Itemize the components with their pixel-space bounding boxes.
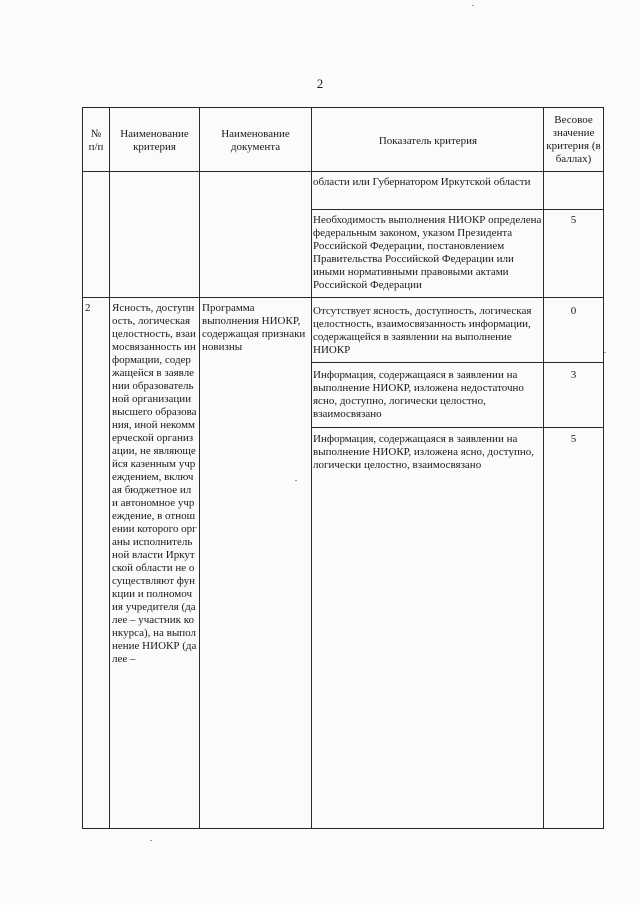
table-row-indicator: Необходимость выполнения НИОКР определена федеральным законом, указом Президента Российской Федерации, постановлением Правительства Российской Федерации или иными нормативными правовыми актами Российской Федерации [313,214,542,291]
scan-speck [472,5,474,6]
table-row-weight: 0 [570,305,577,317]
table-row-indicator: Отсутствует ясность, доступность, логическая целостность, взаимосвязанность информации, содержащейся в заявлении на выполнение НИОКР [313,305,532,356]
header-document: Наименование документа [221,128,290,153]
table-row-weight: 3 [570,369,577,381]
table-row-weight: 5 [570,214,577,226]
group-top-line [82,297,604,298]
col-divider-2 [199,107,200,829]
header-weight: Весовое значение критерия (в баллах) [546,114,601,165]
col-divider-4 [543,107,544,829]
group-criterion: Ясность, доступность, логическая целостность, взаимосвязанность информации, содержащейся в заявлении образовательной организации высшего образования, иной некоммерческой организации, не являющейся казенным учреждением, включая бюджетное или автономное учреждение, в отношении которого органы исполнительной власти Иркутской области не осуществляют функции и полномочия учредителя (далее – участник конкурса), на выполнение НИОКР (далее – [112,302,197,665]
table-row-indicator: Информация, содержащаяся в заявлении на выполнение НИОКР, изложена недостаточно ясно, доступно, логически целостно, взаимосвязано [313,369,524,420]
header-indicator: Показатель критерия [378,134,478,147]
table-row-indicator: области или Губернатором Иркутской области [313,176,531,188]
header-criterion: Наименование критерия [120,128,189,153]
table-row-weight: 5 [570,433,577,445]
col-divider-3 [311,107,312,829]
row-line [311,209,604,210]
table-row-indicator: Информация, содержащаяся в заявлении на выполнение НИОКР, изложена ясно, доступно, логически целостно, взаимосвязано [313,433,534,471]
scan-speck [150,840,152,841]
col-divider-1 [109,107,110,829]
header-num: № п/п [88,128,104,153]
group-num: 2 [85,302,91,314]
row-line [311,427,604,428]
header-bottom-line [82,171,604,172]
scan-speck [604,352,606,353]
row-line [311,362,604,363]
page-number: 2 [316,76,324,91]
group-document: Программа выполнения НИОКР, содержащая признаки новизны [202,302,306,353]
scan-speck [295,480,297,481]
